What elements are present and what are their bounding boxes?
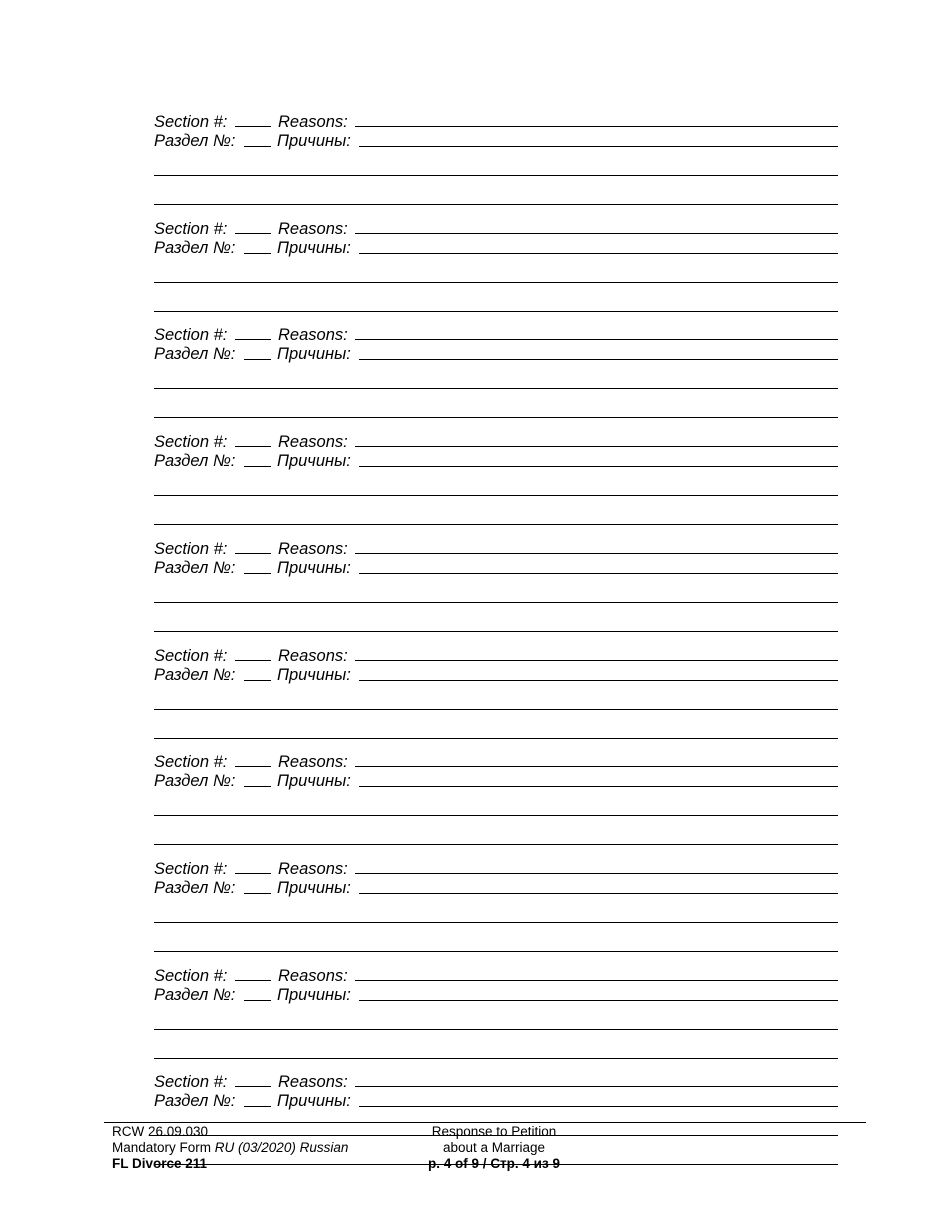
prichiny-label: Причины: xyxy=(277,666,351,684)
section-row-english xyxy=(154,966,838,986)
section-reasons-block xyxy=(154,646,838,752)
form-title-line-2: about a Marriage xyxy=(442,1140,546,1155)
rcw-citation: RCW 26.09.030 xyxy=(112,1124,209,1139)
reasons-continuation-line[interactable] xyxy=(154,922,838,923)
razdel-number-label: Раздел №: xyxy=(154,879,236,897)
section-number-label: Section #: xyxy=(154,860,228,878)
section-row-english xyxy=(154,432,838,452)
section-number-label: Section #: xyxy=(154,326,228,344)
section-row-russian xyxy=(154,238,838,258)
prichiny-field[interactable] xyxy=(359,786,838,787)
reasons-field[interactable] xyxy=(355,980,838,981)
form-number: FL Divorce 211 xyxy=(112,1156,208,1171)
section-row-russian xyxy=(154,344,838,364)
razdel-number-label: Раздел №: xyxy=(154,452,236,470)
prichiny-field[interactable] xyxy=(359,573,838,574)
reasons-field[interactable] xyxy=(355,553,838,554)
section-row-english xyxy=(154,539,838,559)
razdel-number-field[interactable] xyxy=(244,1106,271,1107)
reasons-continuation-line[interactable] xyxy=(154,524,838,525)
form-title-line-1: Response to Petition xyxy=(431,1124,557,1139)
section-reasons-block xyxy=(154,432,838,538)
section-reasons-block xyxy=(154,112,838,218)
prichiny-label: Причины: xyxy=(277,559,351,577)
prichiny-field[interactable] xyxy=(359,680,838,681)
razdel-number-field[interactable] xyxy=(244,359,271,360)
section-number-label: Section #: xyxy=(154,1073,228,1091)
section-number-label: Section #: xyxy=(154,113,228,131)
prichiny-field[interactable] xyxy=(359,893,838,894)
razdel-number-label: Раздел №: xyxy=(154,1092,236,1110)
reasons-label: Reasons: xyxy=(278,326,348,344)
section-number-label: Section #: xyxy=(154,753,228,771)
reasons-field[interactable] xyxy=(355,233,838,234)
reasons-field[interactable] xyxy=(355,766,838,767)
section-row-english xyxy=(154,219,838,239)
section-number-label: Section #: xyxy=(154,433,228,451)
reasons-continuation-line[interactable] xyxy=(154,602,838,603)
reasons-continuation-line[interactable] xyxy=(154,815,838,816)
razdel-number-label: Раздел №: xyxy=(154,345,236,363)
footer-form-info xyxy=(112,1124,348,1172)
razdel-number-label: Раздел №: xyxy=(154,772,236,790)
reasons-label: Reasons: xyxy=(278,860,348,878)
section-number-field[interactable] xyxy=(235,1086,271,1087)
section-reasons-block xyxy=(154,325,838,431)
reasons-field[interactable] xyxy=(355,1086,838,1087)
section-number-field[interactable] xyxy=(235,873,271,874)
razdel-number-field[interactable] xyxy=(244,680,271,681)
reasons-label: Reasons: xyxy=(278,1073,348,1091)
prichiny-field[interactable] xyxy=(359,253,838,254)
razdel-number-field[interactable] xyxy=(244,1000,271,1001)
section-row-russian xyxy=(154,1091,838,1111)
section-number-field[interactable] xyxy=(235,553,271,554)
razdel-number-field[interactable] xyxy=(244,146,271,147)
razdel-number-label: Раздел №: xyxy=(154,132,236,150)
prichiny-label: Причины: xyxy=(277,132,351,150)
reasons-continuation-line[interactable] xyxy=(154,417,838,418)
section-row-russian xyxy=(154,985,838,1005)
reasons-label: Reasons: xyxy=(278,753,348,771)
razdel-number-field[interactable] xyxy=(244,786,271,787)
reasons-label: Reasons: xyxy=(278,540,348,558)
section-reasons-block xyxy=(154,219,838,325)
reasons-label: Reasons: xyxy=(278,967,348,985)
section-number-field[interactable] xyxy=(235,660,271,661)
section-row-russian xyxy=(154,878,838,898)
reasons-continuation-line[interactable] xyxy=(154,709,838,710)
reasons-label: Reasons: xyxy=(278,647,348,665)
reasons-continuation-line[interactable] xyxy=(154,951,838,952)
section-reasons-block xyxy=(154,752,838,858)
reasons-continuation-line[interactable] xyxy=(154,204,838,205)
reasons-continuation-line[interactable] xyxy=(154,1058,838,1059)
section-number-field[interactable] xyxy=(235,980,271,981)
section-row-english xyxy=(154,859,838,879)
section-number-label: Section #: xyxy=(154,967,228,985)
section-number-label: Section #: xyxy=(154,220,228,238)
reasons-field[interactable] xyxy=(355,446,838,447)
section-number-field[interactable] xyxy=(235,233,271,234)
reasons-continuation-line[interactable] xyxy=(154,495,838,496)
reasons-continuation-line[interactable] xyxy=(154,1029,838,1030)
reasons-continuation-line[interactable] xyxy=(154,311,838,312)
reasons-continuation-line[interactable] xyxy=(154,738,838,739)
prichiny-field[interactable] xyxy=(359,146,838,147)
prichiny-field[interactable] xyxy=(359,1106,838,1107)
prichiny-label: Причины: xyxy=(277,772,351,790)
prichiny-label: Причины: xyxy=(277,1092,351,1110)
razdel-number-field[interactable] xyxy=(244,253,271,254)
section-number-field[interactable] xyxy=(235,446,271,447)
reasons-continuation-line[interactable] xyxy=(154,388,838,389)
reasons-continuation-line[interactable] xyxy=(154,844,838,845)
reasons-field[interactable] xyxy=(355,660,838,661)
section-reasons-block xyxy=(154,539,838,645)
razdel-number-label: Раздел №: xyxy=(154,666,236,684)
reasons-field[interactable] xyxy=(355,126,838,127)
prichiny-label: Причины: xyxy=(277,879,351,897)
razdel-number-field[interactable] xyxy=(244,573,271,574)
section-row-english xyxy=(154,646,838,666)
section-number-label: Section #: xyxy=(154,540,228,558)
section-row-english xyxy=(154,112,838,132)
reasons-label: Reasons: xyxy=(278,433,348,451)
prichiny-field[interactable] xyxy=(359,1000,838,1001)
reasons-continuation-line[interactable] xyxy=(154,631,838,632)
section-row-english xyxy=(154,1072,838,1092)
section-reasons-block xyxy=(154,859,838,965)
razdel-number-label: Раздел №: xyxy=(154,239,236,257)
form-version: RU (03/2020) Russian xyxy=(214,1140,349,1155)
reasons-label: Reasons: xyxy=(278,220,348,238)
reasons-continuation-line[interactable] xyxy=(154,175,838,176)
section-number-label: Section #: xyxy=(154,647,228,665)
prichiny-label: Причины: xyxy=(277,452,351,470)
prichiny-label: Причины: xyxy=(277,239,351,257)
razdel-number-field[interactable] xyxy=(244,466,271,467)
razdel-number-label: Раздел №: xyxy=(154,986,236,1004)
section-row-russian xyxy=(154,558,838,578)
section-number-field[interactable] xyxy=(235,339,271,340)
footer-form-title xyxy=(404,1124,584,1172)
section-reasons-block xyxy=(154,966,838,1072)
section-row-russian xyxy=(154,131,838,151)
mandatory-form-line: Mandatory Form RU (03/2020) Russian xyxy=(112,1140,349,1155)
reasons-label: Reasons: xyxy=(278,113,348,131)
prichiny-field[interactable] xyxy=(359,359,838,360)
page-number: p. 4 of 9 / Стр. 4 из 9 xyxy=(428,1156,560,1171)
prichiny-label: Причины: xyxy=(277,986,351,1004)
prichiny-field[interactable] xyxy=(359,466,838,467)
reasons-field[interactable] xyxy=(355,339,838,340)
section-row-english xyxy=(154,752,838,772)
section-number-field[interactable] xyxy=(235,126,271,127)
razdel-number-label: Раздел №: xyxy=(154,559,236,577)
reasons-field[interactable] xyxy=(355,873,838,874)
prichiny-label: Причины: xyxy=(277,345,351,363)
section-row-russian xyxy=(154,665,838,685)
section-row-english xyxy=(154,325,838,345)
section-row-russian xyxy=(154,451,838,471)
section-number-field[interactable] xyxy=(235,766,271,767)
section-row-russian xyxy=(154,771,838,791)
footer-divider xyxy=(104,1122,866,1123)
reasons-continuation-line[interactable] xyxy=(154,282,838,283)
razdel-number-field[interactable] xyxy=(244,893,271,894)
